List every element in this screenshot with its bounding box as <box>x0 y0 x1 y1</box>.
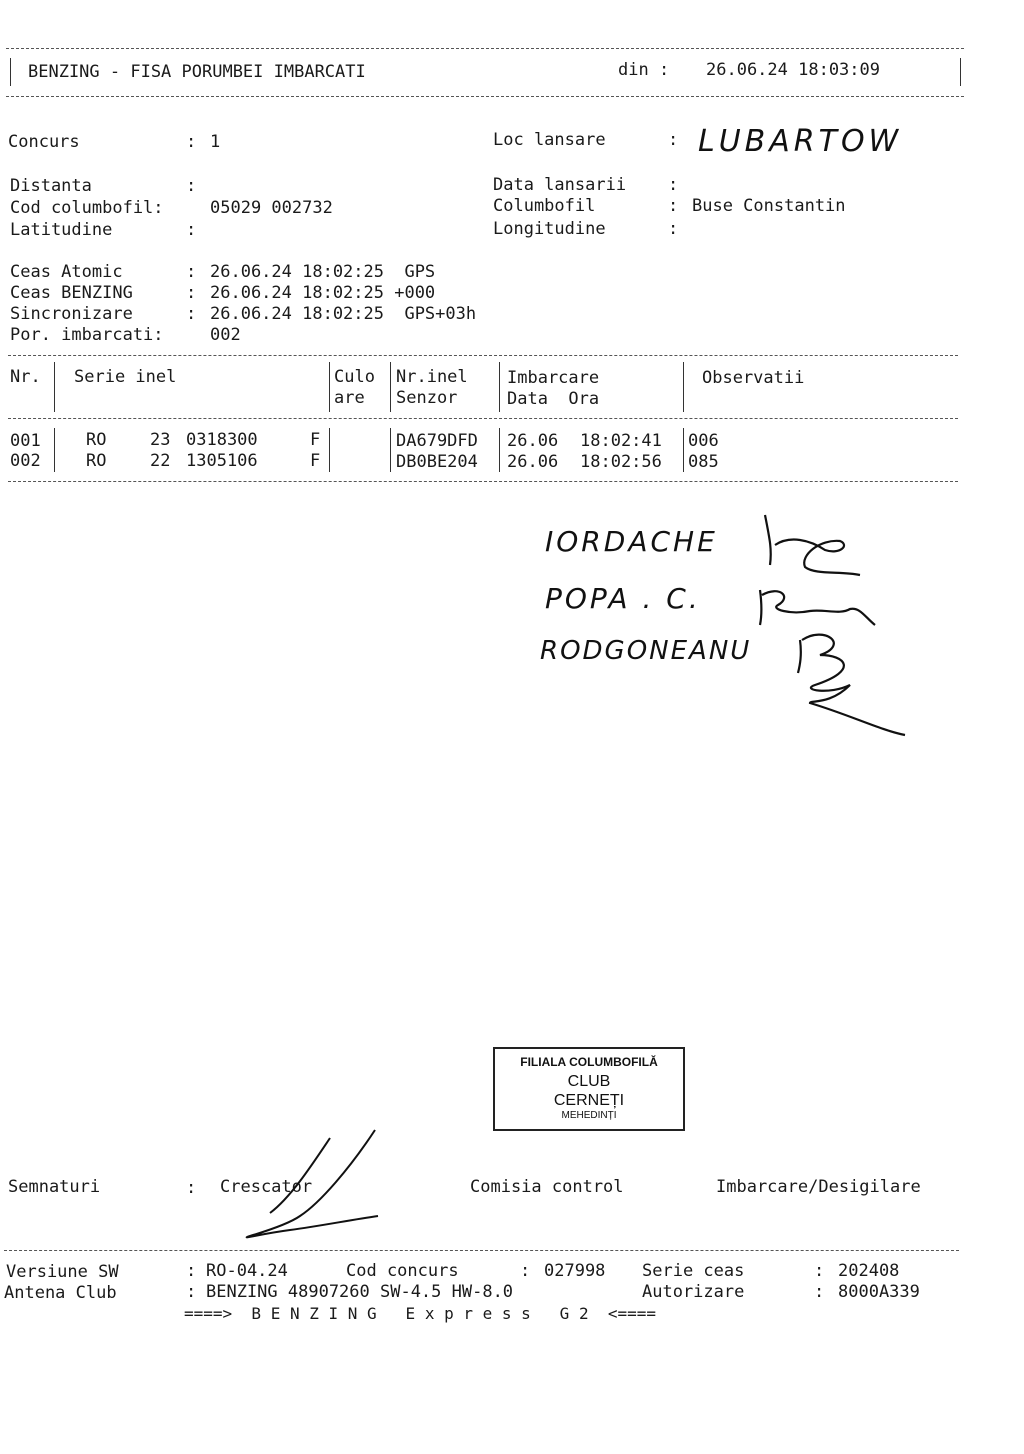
cod-columbofil-value: 05029 002732 <box>210 198 333 218</box>
stamp-line-2: CLUB <box>567 1073 611 1090</box>
row-senzor: DA679DFD <box>396 431 478 451</box>
col-header-observatii: Observatii <box>702 368 805 388</box>
col-header-serie: Serie inel <box>74 367 177 387</box>
versiune-colon: : <box>186 1261 197 1281</box>
table-bottom-rule <box>8 481 958 482</box>
handwritten-name: IORDACHE <box>545 525 718 558</box>
sincronizare-value: 26.06.24 18:02:25 GPS+03h <box>210 304 477 324</box>
row-an: 23 <box>150 430 171 450</box>
header-top-border <box>6 48 964 49</box>
ceas-atomic-colon: : <box>186 262 197 282</box>
header-left-bar <box>10 58 11 86</box>
por-imbarcati-value: 002 <box>210 325 241 345</box>
stamp-line-4: MEHEDINȚI <box>561 1110 617 1121</box>
distanta-label: Distanta <box>10 176 92 196</box>
columbofil-colon: : <box>668 196 679 216</box>
row-obs: 006 <box>688 431 719 451</box>
table-top-rule <box>8 355 958 356</box>
row-nr: 002 <box>10 451 41 471</box>
stamp-line-3: CERNEȚI <box>553 1092 625 1109</box>
ceas-benzing-label: Ceas BENZING <box>10 283 133 303</box>
row-inel: 0318300 <box>186 430 258 450</box>
row-inel: 1305106 <box>186 451 258 471</box>
row-data: 26.06 <box>507 452 559 472</box>
col-header-imbarcare-1: Imbarcare <box>507 368 600 388</box>
row-tara: RO <box>86 451 107 471</box>
row-col-sep-1 <box>54 428 55 472</box>
cod-columbofil-label: Cod columbofil: <box>10 198 164 218</box>
col-sep-5 <box>683 362 684 412</box>
row-ora: 18:02:56 <box>580 452 662 472</box>
cod-concurs-colon: : <box>520 1261 531 1281</box>
autorizare-colon: : <box>814 1282 825 1302</box>
semnaturi-colon: : <box>186 1178 197 1198</box>
latitudine-label: Latitudine <box>10 220 113 240</box>
col-header-imbarcare-2: Data Ora <box>507 389 600 409</box>
header-bottom-border <box>6 96 964 97</box>
crescator-signature <box>230 1128 390 1248</box>
row-col-sep-5 <box>683 428 684 472</box>
row-nr: 001 <box>10 431 41 451</box>
cod-concurs-label: Cod concurs <box>346 1261 459 1281</box>
longitudine-colon: : <box>668 219 679 239</box>
col-sep-3 <box>390 362 391 412</box>
por-imbarcati-label: Por. imbarcati: <box>10 325 164 345</box>
row-senzor: DB0BE204 <box>396 452 478 472</box>
versiune-value: RO-04.24 <box>206 1261 288 1281</box>
comisia-control-label: Comisia control <box>470 1177 624 1197</box>
autorizare-label: Autorizare <box>642 1282 745 1302</box>
imbarcare-desigilare-label: Imbarcare/Desigilare <box>716 1177 921 1197</box>
longitudine-label: Longitudine <box>493 219 606 239</box>
versiune-label: Versiune SW <box>6 1262 119 1282</box>
ceas-atomic-value: 26.06.24 18:02:25 GPS <box>210 262 436 282</box>
row-col-sep-3 <box>390 428 391 472</box>
concurs-value: 1 <box>210 132 221 152</box>
antena-value: BENZING 48907260 SW-4.5 HW-8.0 <box>206 1282 514 1302</box>
footer-rule <box>4 1250 959 1251</box>
row-tara: RO <box>86 430 107 450</box>
row-an: 22 <box>150 451 171 471</box>
loc-lansare-label: Loc lansare <box>493 130 606 150</box>
page-title: BENZING - FISA PORUMBEI IMBARCATI <box>28 62 366 82</box>
antena-colon: : <box>186 1282 197 1302</box>
handwritten-name: RODGONEANU <box>540 636 752 666</box>
crescator-label: Crescator <box>220 1177 313 1197</box>
row-sex: F <box>310 451 321 471</box>
ceas-atomic-label: Ceas Atomic <box>10 262 123 282</box>
data-lansarii-colon: : <box>668 175 679 195</box>
sincronizare-label: Sincronizare <box>10 304 133 324</box>
loc-lansare-colon: : <box>668 130 679 150</box>
club-stamp <box>493 1047 685 1131</box>
columbofil-label: Columbofil <box>493 196 596 216</box>
col-header-nr: Nr. <box>10 367 41 387</box>
data-lansarii-label: Data lansarii <box>493 175 627 195</box>
row-col-sep-2 <box>329 428 330 472</box>
serie-ceas-value: 202408 <box>838 1261 900 1281</box>
col-header-nrinel-2: Senzor <box>396 388 458 408</box>
latitudine-colon: : <box>186 220 197 240</box>
antena-label: Antena Club <box>4 1283 117 1303</box>
col-header-nrinel-1: Nr.inel <box>396 367 468 387</box>
columbofil-value: Buse Constantin <box>692 196 846 216</box>
table-header-rule <box>8 418 958 419</box>
signature-scribbles <box>700 505 920 745</box>
ceas-benzing-colon: : <box>186 283 197 303</box>
header-right-bar <box>960 58 961 86</box>
din-value: 26.06.24 18:03:09 <box>706 60 880 80</box>
row-col-sep-4 <box>499 428 500 472</box>
concurs-colon: : <box>186 132 197 152</box>
concurs-label: Concurs <box>8 132 80 152</box>
col-header-culoare-1: Culo <box>334 367 375 387</box>
col-header-culoare-2: are <box>334 388 365 408</box>
stamp-line-1: FILIALA COLUMBOFILĂ <box>520 1055 658 1069</box>
col-sep-1 <box>54 362 55 412</box>
col-sep-2 <box>329 362 330 412</box>
distanta-colon: : <box>186 176 197 196</box>
cod-concurs-value: 027998 <box>544 1261 606 1281</box>
sincronizare-colon: : <box>186 304 197 324</box>
ceas-benzing-value: 26.06.24 18:02:25 +000 <box>210 283 436 303</box>
row-obs: 085 <box>688 452 719 472</box>
serie-ceas-label: Serie ceas <box>642 1261 745 1281</box>
benzing-express-banner: ====> B E N Z I N G E x p r e s s G 2 <==== <box>184 1304 657 1323</box>
row-sex: F <box>310 430 321 450</box>
col-sep-4 <box>499 362 500 412</box>
handwritten-name: POPA . C. <box>545 582 701 615</box>
serie-ceas-colon: : <box>814 1261 825 1281</box>
semnaturi-label: Semnaturi <box>8 1177 101 1197</box>
row-ora: 18:02:41 <box>580 431 662 451</box>
autorizare-value: 8000A339 <box>838 1282 920 1302</box>
row-data: 26.06 <box>507 431 559 451</box>
din-label: din : <box>618 60 670 80</box>
loc-lansare-value: LUBARTOW <box>698 124 903 159</box>
